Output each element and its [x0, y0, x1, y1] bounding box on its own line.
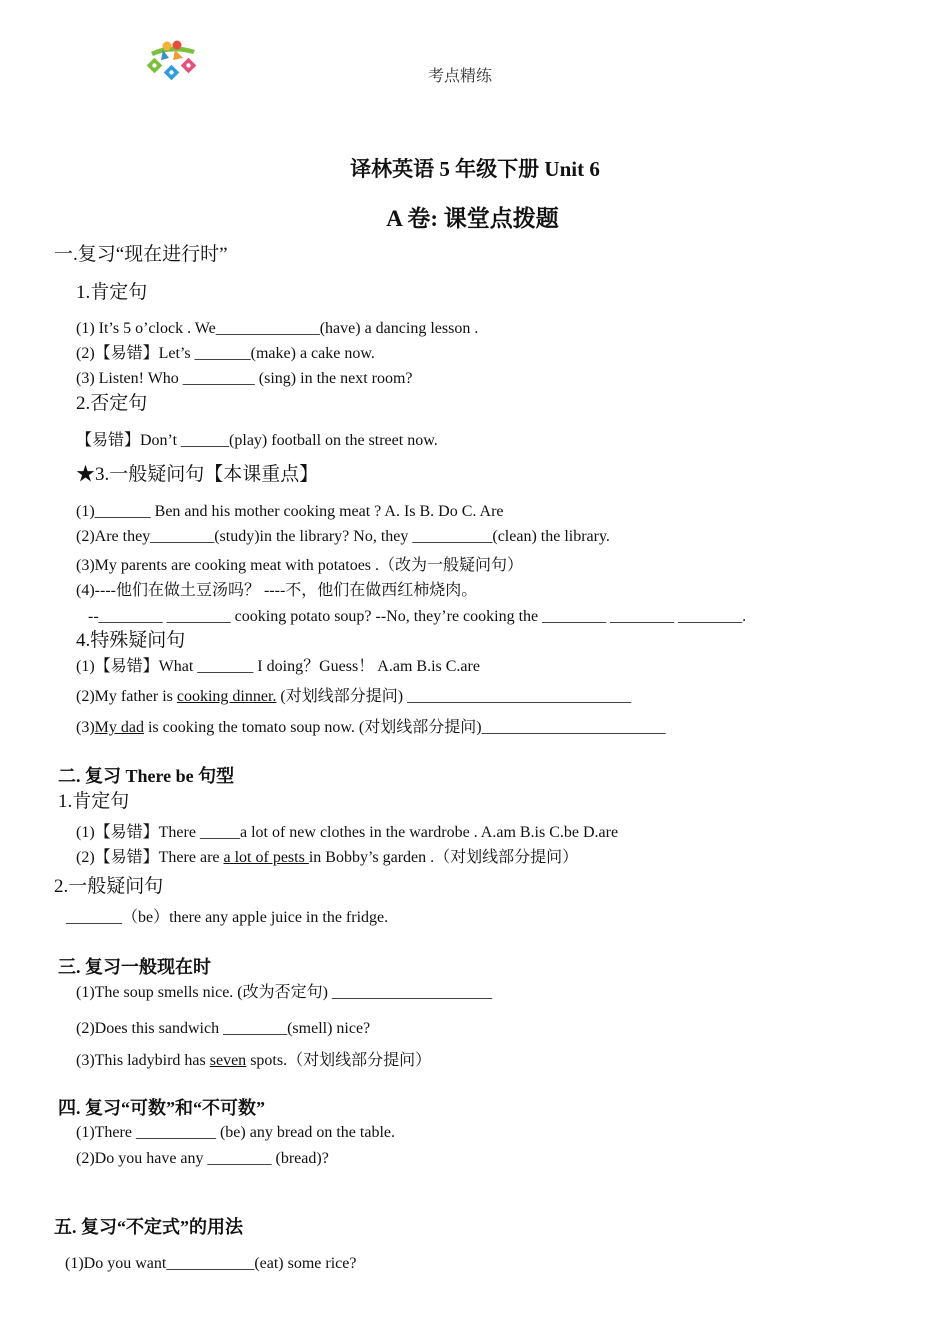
s1-p4-question-3: (3)My dad is cooking the tomato soup now. (对划线部分提问)_______________________: [76, 719, 666, 736]
s3-question-2: (2)Does this sandwich ________(smell) nice?: [76, 1020, 371, 1037]
s1-p1-question-3: (3) Listen! Who _________ (sing) in the next room?: [76, 370, 413, 387]
s4-question-2: (2)Do you have any ________ (bread)?: [76, 1150, 329, 1167]
worksheet-title: 译林英语 5 年级下册 Unit 6: [350, 157, 600, 181]
page-header: 考点精练: [428, 66, 493, 85]
s1-p3-question-4-prompt: (4)----他们在做土豆汤吗？ ----不，他们在做西红柿烧肉。: [76, 582, 478, 599]
s1-p1-question-1: (1) It’s 5 o’clock . We_____________(have) a dancing lesson .: [76, 320, 479, 337]
underlined-phrase: cooking dinner.: [176, 688, 277, 705]
s5-question-1: (1)Do you want___________(eat) some rice?: [65, 1255, 357, 1272]
section-5-heading: 五. 复习“不定式”的用法: [54, 1217, 243, 1237]
s3-question-1: (1)The soup smells nice. (改为否定句) ____________________: [76, 984, 492, 1001]
s2-p1-question-2: (2)【易错】There are a lot of pests in Bobby’s garden .（对划线部分提问）: [76, 849, 579, 866]
s1-part1-heading: 1.肯定句: [76, 282, 148, 303]
section-2-heading: 二. 复习 There be 句型: [58, 766, 235, 786]
worksheet-subtitle: A 卷: 课堂点拨题: [386, 206, 559, 231]
s1-p3-question-1: (1)_______ Ben and his mother cooking meat ? A. Is B. Do C. Are: [76, 503, 504, 520]
s2-part2-heading: 2.一般疑问句: [54, 876, 164, 897]
s1-p3-question-4-answer: --________ ________ cooking potato soup? --No, they’re cooking the ________ ________ ________.: [88, 608, 747, 625]
section-3-heading: 三. 复习一般现在时: [58, 957, 211, 977]
s1-p2-question-1: 【易错】Don’t ______(play) football on the street now.: [76, 432, 438, 449]
school-logo-icon: [143, 38, 203, 84]
underlined-phrase: a lot of pests: [223, 849, 309, 866]
s1-part2-heading: 2.否定句: [76, 393, 148, 414]
s1-part3-heading: ★3.一般疑问句【本课重点】: [76, 464, 319, 485]
s4-question-1: (1)There __________ (be) any bread on the table.: [76, 1124, 395, 1141]
s1-p1-question-2: (2)【易错】Let’s _______(make) a cake now.: [76, 345, 375, 362]
s1-p4-question-1: (1)【易错】What _______ I doing？Guess！ A.am B.is C.are: [76, 658, 480, 675]
s2-part1-heading: 1.肯定句: [58, 791, 130, 812]
underlined-phrase: seven: [209, 1052, 247, 1069]
section-1-heading: 一.复习“现在进行时”: [54, 244, 228, 265]
s3-question-3: (3)This ladybird has seven spots.（对划线部分提问）: [76, 1052, 432, 1069]
s1-p3-question-2: (2)Are they________(study)in the library? No, they __________(clean) the library.: [76, 528, 610, 545]
s1-p3-question-3: (3)My parents are cooking meat with potatoes .（改为一般疑问句）: [76, 557, 524, 574]
section-4-heading: 四. 复习“可数”和“不可数”: [58, 1098, 265, 1118]
s2-p1-question-1: (1)【易错】There _____a lot of new clothes in the wardrobe . A.am B.is C.be D.are: [76, 824, 619, 841]
underlined-phrase: My dad: [94, 719, 144, 736]
s2-p2-question-1: _______（be）there any apple juice in the fridge.: [66, 909, 389, 926]
s1-part4-heading: 4.特殊疑问句: [76, 630, 186, 651]
s1-p4-question-2: (2)My father is cooking dinner. (对划线部分提问) ____________________________: [76, 688, 632, 705]
